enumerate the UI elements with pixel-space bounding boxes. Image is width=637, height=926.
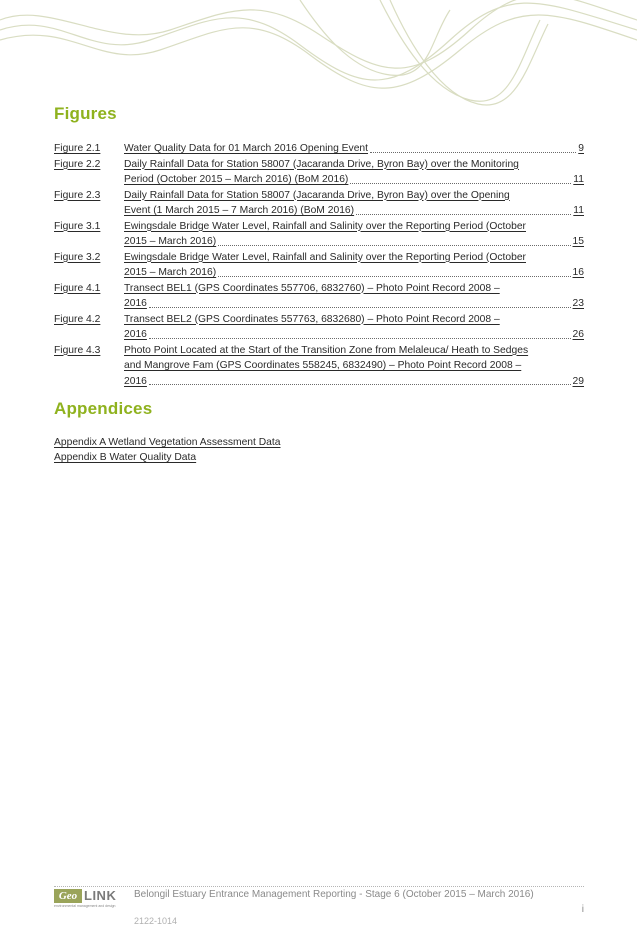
appendix-a-link[interactable]: Appendix A Wetland Vegetation Assessment Data — [54, 437, 281, 448]
toc-entry[interactable] — [54, 141, 584, 157]
figure-caption-text[interactable]: Ewingsdale Bridge Water Level, Rainfall and Salinity over the Reporting Period (October — [124, 220, 526, 232]
dot-leader — [149, 307, 571, 308]
figure-caption-text[interactable]: 2015 – March 2016) — [124, 236, 217, 247]
figure-caption-text[interactable]: Transect BEL1 (GPS Coordinates 557706, 6832760) – Photo Point Record 2008 – — [124, 282, 500, 294]
decorative-wave-banner — [0, 0, 637, 110]
toc-entry[interactable] — [54, 188, 584, 219]
page-footer — [54, 886, 584, 926]
figures-list — [54, 141, 584, 389]
toc-entry[interactable] — [54, 219, 584, 250]
page-number[interactable]: 9 — [578, 143, 584, 154]
footer-rule — [54, 886, 584, 887]
figure-caption[interactable] — [124, 343, 584, 390]
appendices-list — [54, 435, 281, 465]
logo-wordmark: LINK — [84, 888, 117, 903]
dot-leader — [218, 245, 570, 246]
figure-number-link[interactable]: Figure 3.1 — [54, 220, 101, 232]
figure-caption-text[interactable]: Daily Rainfall Data for Station 58007 (Jacaranda Drive, Byron Bay) over the Opening — [124, 189, 510, 201]
figure-caption-text[interactable]: 2016 — [124, 298, 147, 309]
page-number[interactable]: 15 — [572, 236, 584, 247]
figure-caption-text[interactable]: and Mangrove Fam (GPS Coordinates 558245, 6832490) – Photo Point Record 2008 – — [124, 360, 522, 371]
geolink-logo — [54, 889, 124, 909]
footer-reference: 2122-1014 — [134, 916, 178, 926]
toc-entry[interactable] — [54, 250, 584, 281]
figure-caption-text[interactable]: Water Quality Data for 01 March 2016 Opening Event — [124, 143, 369, 154]
figure-number-link[interactable]: Figure 2.1 — [54, 143, 101, 154]
footer-page-number: i — [581, 904, 584, 915]
figure-caption[interactable] — [124, 312, 584, 343]
figure-caption-text[interactable]: Daily Rainfall Data for Station 58007 (Jacaranda Drive, Byron Bay) over the Monitoring — [124, 158, 519, 170]
dot-leader — [218, 276, 570, 277]
footer-document-title: Belongil Estuary Entrance Management Reporting - Stage 6 (October 2015 – March 2016) — [134, 889, 534, 900]
figure-caption-text[interactable]: 2016 — [124, 329, 147, 340]
figure-number-link[interactable]: Figure 4.2 — [54, 313, 101, 325]
figure-caption[interactable] — [124, 250, 584, 281]
page-number[interactable]: 29 — [572, 375, 584, 387]
page-number[interactable]: 11 — [573, 205, 584, 216]
page-number[interactable]: 16 — [572, 267, 584, 278]
toc-entry[interactable] — [54, 157, 584, 188]
toc-entry[interactable] — [54, 312, 584, 343]
figure-number-link[interactable]: Figure 3.2 — [54, 251, 101, 263]
logo-tagline: environmental management and design — [54, 904, 116, 908]
dot-leader — [149, 384, 571, 385]
figure-caption[interactable] — [124, 188, 584, 219]
figure-caption-text[interactable]: Transect BEL2 (GPS Coordinates 557763, 6832680) – Photo Point Record 2008 – — [124, 313, 500, 325]
dot-leader — [149, 338, 571, 339]
figure-caption-text[interactable]: 2016 — [124, 375, 147, 387]
logo-mark: Geo — [54, 889, 82, 903]
figure-caption[interactable] — [124, 219, 584, 250]
page-number[interactable]: 26 — [572, 329, 584, 340]
figure-caption-text[interactable]: Event (1 March 2015 – 7 March 2016) (BoM 2016) — [124, 205, 355, 216]
figure-number-link[interactable]: Figure 4.3 — [54, 344, 101, 356]
appendix-b-link[interactable]: Appendix B Water Quality Data — [54, 452, 197, 463]
toc-entry[interactable] — [54, 343, 584, 390]
figure-number-link[interactable]: Figure 2.2 — [54, 158, 101, 170]
dot-leader — [356, 214, 571, 215]
figure-caption[interactable] — [124, 281, 584, 312]
figure-number-link[interactable]: Figure 2.3 — [54, 189, 101, 201]
figure-caption[interactable] — [124, 157, 584, 188]
toc-entry[interactable] — [54, 281, 584, 312]
page-number[interactable]: 11 — [573, 174, 584, 185]
figure-caption-text[interactable]: Photo Point Located at the Start of the Transition Zone from Melaleuca/ Heath to Sedges — [124, 344, 529, 356]
figure-caption-text[interactable]: Period (October 2015 – March 2016) (BoM 2016) — [124, 174, 349, 185]
figure-caption-text[interactable]: Ewingsdale Bridge Water Level, Rainfall and Salinity over the Reporting Period (October — [124, 251, 526, 263]
figures-heading: Figures — [54, 104, 117, 123]
dot-leader — [370, 152, 576, 153]
dot-leader — [350, 183, 571, 184]
figure-caption-text[interactable]: 2015 – March 2016) — [124, 267, 217, 278]
appendices-heading: Appendices — [54, 399, 153, 418]
page-number[interactable]: 23 — [572, 298, 584, 309]
figure-number-link[interactable]: Figure 4.1 — [54, 282, 101, 294]
figure-caption[interactable] — [124, 141, 584, 157]
